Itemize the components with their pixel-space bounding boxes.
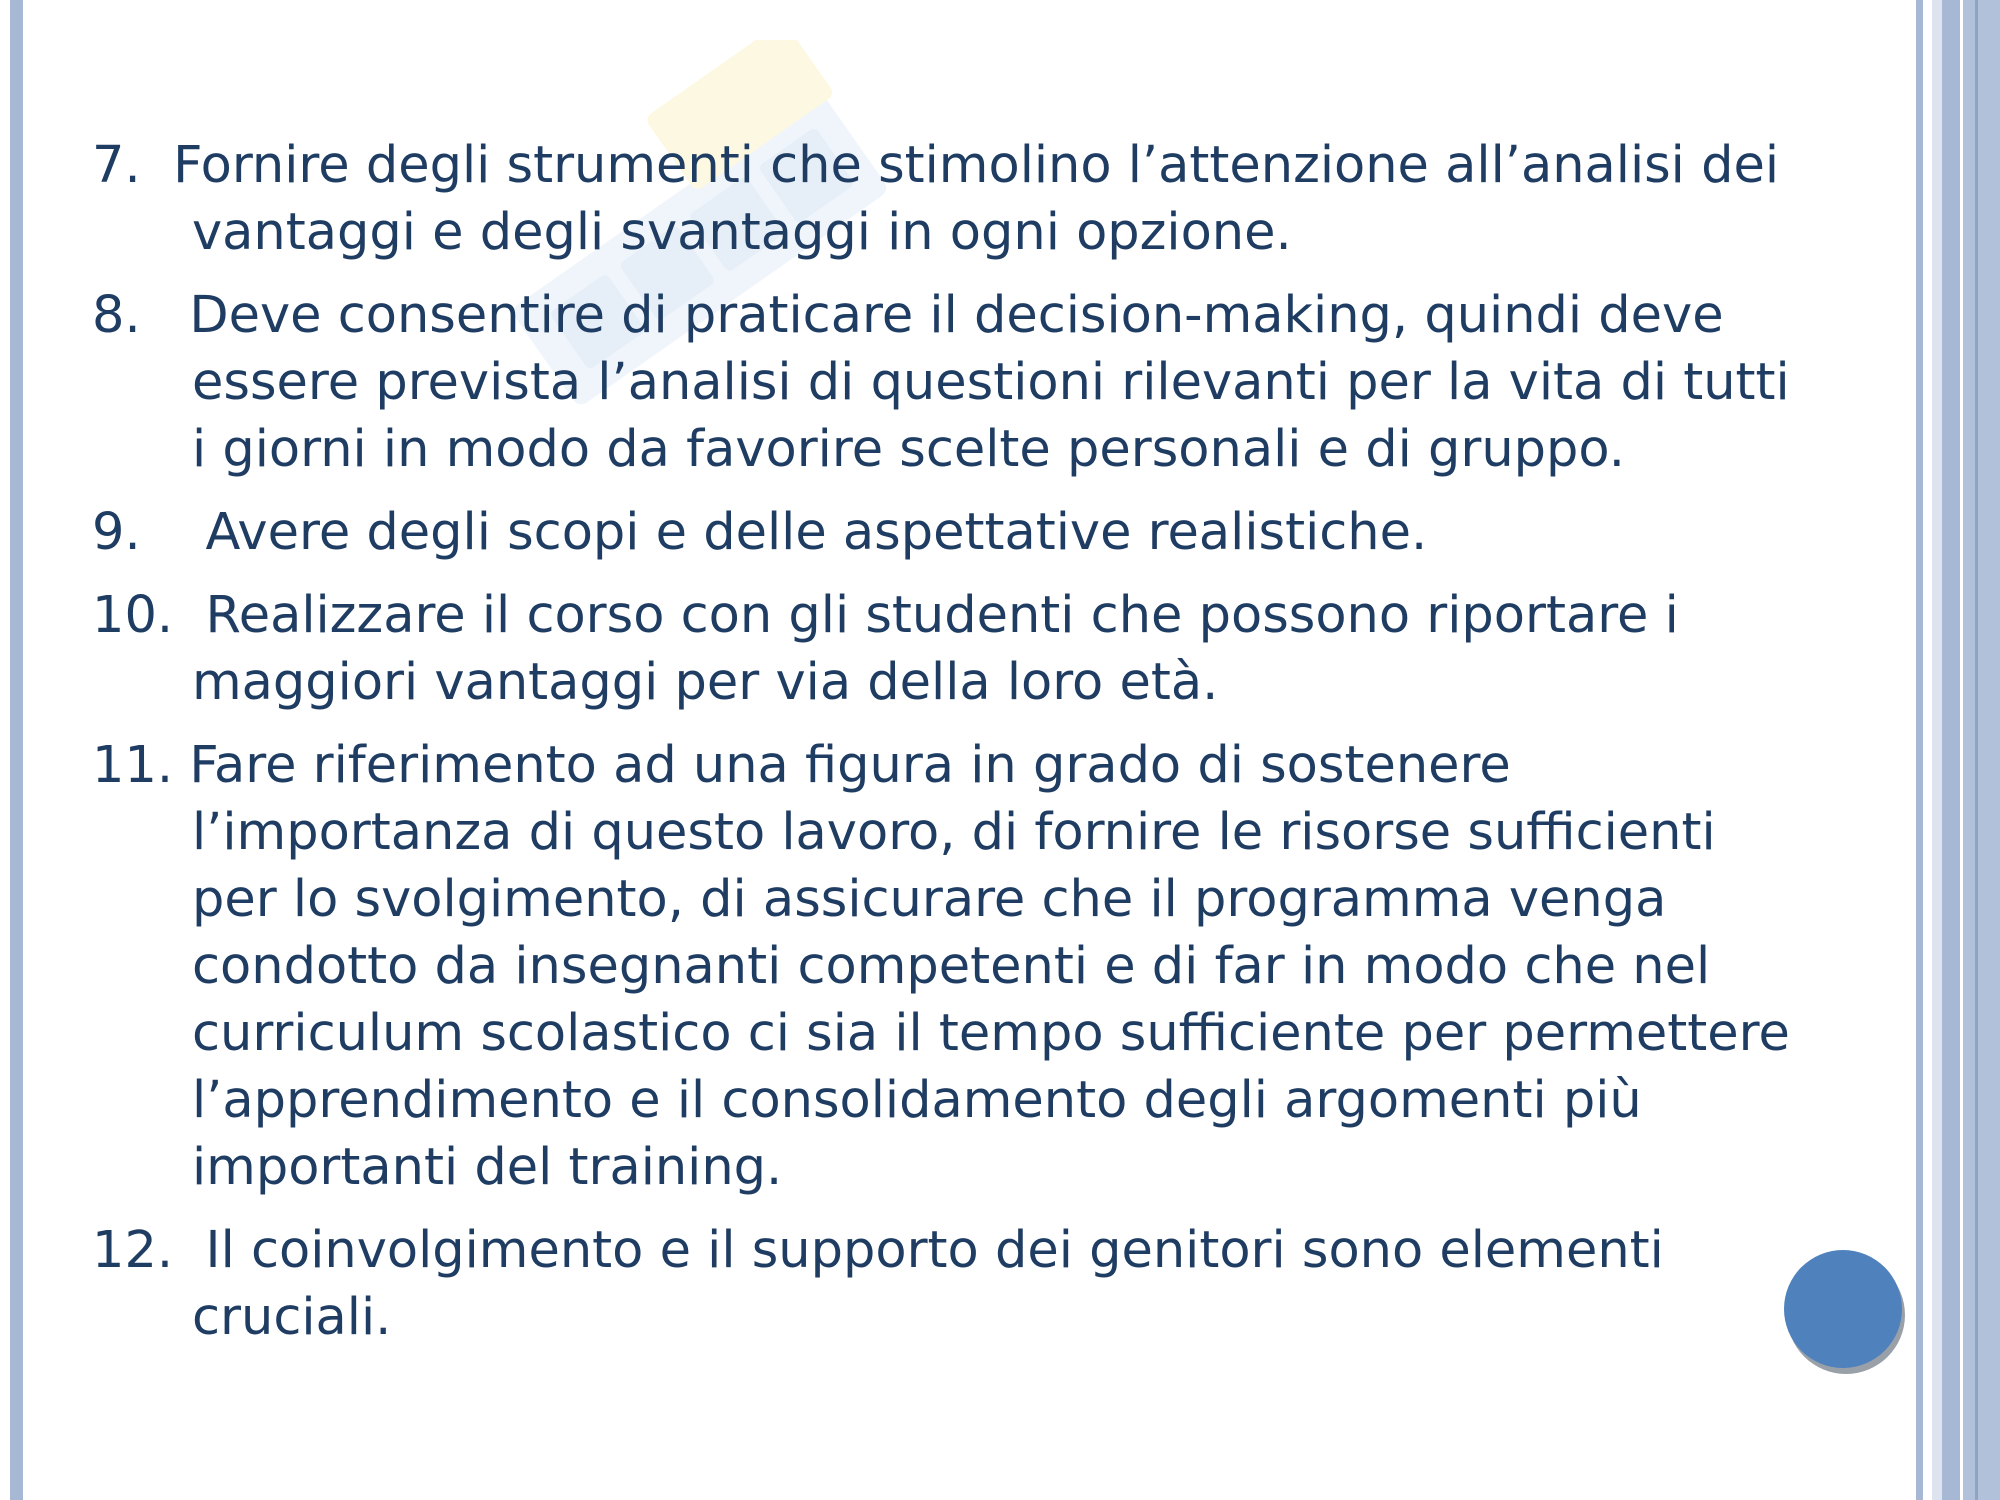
item-number: 10. [92,586,174,645]
right-band-line [1916,0,1923,1500]
item-text: Realizzare il corso con gli studenti che possono riportare i maggiori vantaggi per via della loro età. [192,586,1679,712]
item-number: 9. [92,503,141,562]
item-gap [141,286,190,345]
list-item [92,1217,1812,1351]
left-decorative-stripe [10,0,23,1500]
list-item [92,732,1812,1201]
item-gap [173,586,205,645]
list-item [92,132,1812,266]
item-text: Deve consentire di praticare il decision-making, quindi deve essere prevista l’analisi di questioni rilevanti per la vita di tutti i giorni in modo da favorire scelte personali e di gruppo. [189,286,1790,479]
list-item [92,282,1812,483]
item-number: 8. [92,286,141,345]
item-text: Fare riferimento ad una figura in grado di sostenere l’importanza di questo lavoro, di fornire le risorse sufficienti per lo svolgimento, di assicurare che il programma venga condotto da insegnanti competenti e di far in modo che nel curriculum scolastico ci sia il tempo sufficiente per permettere l’apprendimento e il consolidamento degli argomenti più importanti del training. [189,736,1790,1197]
item-text: Avere degli scopi e delle aspettative realistiche. [205,503,1428,562]
list-item [92,499,1812,566]
item-text: Fornire degli strumenti che stimolino l’attenzione all’analisi dei vantaggi e degli svantaggi in ogni opzione. [173,136,1779,262]
right-band-line [1942,0,1960,1500]
item-number: 12. [92,1221,174,1280]
item-number: 7. [92,136,141,195]
item-gap [173,1221,205,1280]
right-band-line [1975,0,1978,1500]
right-band-line [1963,0,2000,1500]
item-text: Il coinvolgimento e il supporto dei genitori sono elementi cruciali. [192,1221,1664,1347]
item-number: 11. [92,736,174,795]
item-gap [173,736,189,795]
item-gap [141,503,206,562]
slide-content [92,132,1812,1367]
right-band-line [1932,0,1942,1500]
list-item [92,582,1812,716]
item-gap [141,136,173,195]
right-band-line [1923,0,1932,1500]
